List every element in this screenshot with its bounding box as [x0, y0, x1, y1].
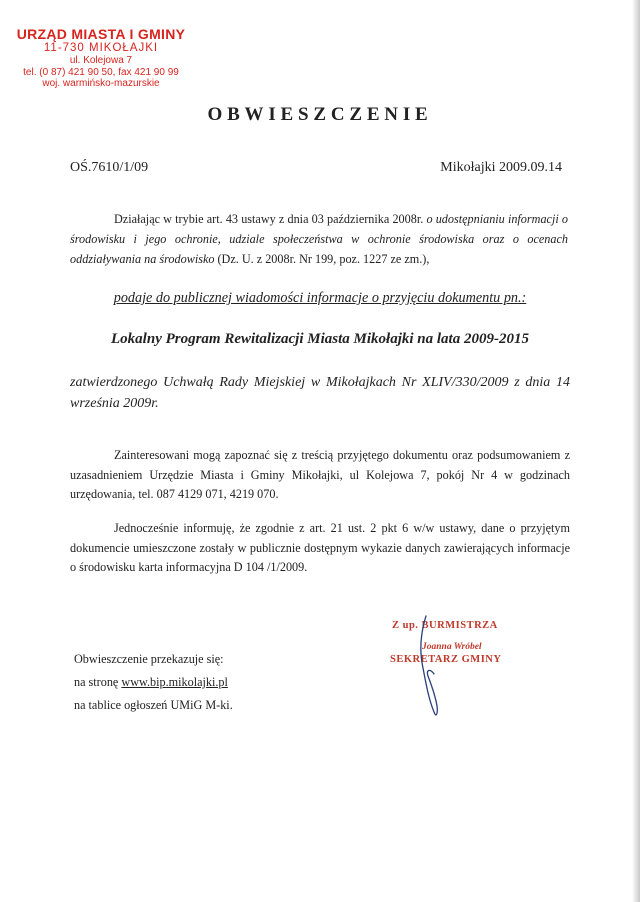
access-info-paragraph: Zainteresowani mogą zapoznać się z treścią przyjętego dokumentu oraz podsumowaniem z uzasadnieniem Urzędzie Miasta i Gminy Mikołajki, ul Kolejowa 7, pokój Nr 4 w godzinach urzędowania, tel. 087 4129 071, 4219 070.: [70, 448, 570, 501]
register-info-paragraph: Jednocześnie informuję, że zgodnie z art. 21 ust. 2 pkt 6 w/w ustawy, dane o przyjętym dokumencie umieszczone zostały w publicznie dostępnym wykazie danych zawierających informacje o środowisku karta informacyjna D 104 /1/2009.: [70, 521, 570, 574]
stamp-street: ul. Kolejowa 7: [69, 55, 133, 67]
signature-stamp: [392, 614, 522, 734]
signature-authority: Z up. BURMISTRZA: [392, 620, 498, 631]
distribution-footer: [74, 648, 233, 717]
stamp-postal-code: 11-730 MIKOŁAJKI: [43, 42, 159, 55]
stamp-voivodeship: woj. warmińsko-mazurskie: [42, 78, 160, 90]
document-name: Lokalny Program Rewitalizacji Miasta Mikołajki na lata 2009-2015: [111, 331, 529, 347]
office-stamp: [8, 26, 194, 90]
announcement-line: podaje do publicznej wiadomości informacje o przyjęciu dokumentu pn.:: [113, 290, 527, 306]
legal-basis-citation: (Dz. U. z 2008r. Nr 199, poz. 1227 ze zm.),: [214, 252, 430, 266]
approval-line: zatwierdzonego Uchwałą Rady Miejskiej w Mikołajkach Nr XLIV/330/2009 z dnia 14 września 2009r.: [70, 375, 570, 411]
distribution-website: [74, 671, 233, 694]
signature-name: Joanna Wróbel: [422, 642, 482, 652]
distribution-intro: Obwieszczenie przekazuje się:: [74, 652, 224, 666]
distribution-noticeboard: na tablice ogłoszeń UMiG M-ki.: [74, 698, 233, 712]
legal-basis-lead: Działając w trybie art. 43 ustawy z dnia 03 października 2008r.: [114, 212, 427, 226]
signature-title: SEKRETARZ GMINY: [390, 654, 502, 665]
legal-basis-paragraph: [70, 209, 568, 269]
page-edge-shadow: [632, 0, 640, 902]
stamp-phone: tel. (0 87) 421 90 50, fax 421 90 99: [23, 66, 179, 78]
act-title: o udostępnianiu informacji o środowisku i jego ochronie, udziale społeczeństwa w ochronie środowiska oraz o ocenach oddziaływania na środowisko: [70, 212, 568, 266]
website-prefix: na stronę: [74, 675, 122, 689]
bip-link[interactable]: www.bip.mikolajki.pl: [121, 675, 228, 689]
handwritten-signature: [392, 614, 522, 734]
reference-number: OŚ.7610/1/09: [70, 160, 149, 175]
stamp-office-name: URZĄD MIASTA I GMINY: [16, 26, 186, 42]
document-heading: OBWIESZCZENIE: [207, 104, 433, 125]
place-and-date: Mikołajki 2009.09.14: [440, 160, 562, 175]
